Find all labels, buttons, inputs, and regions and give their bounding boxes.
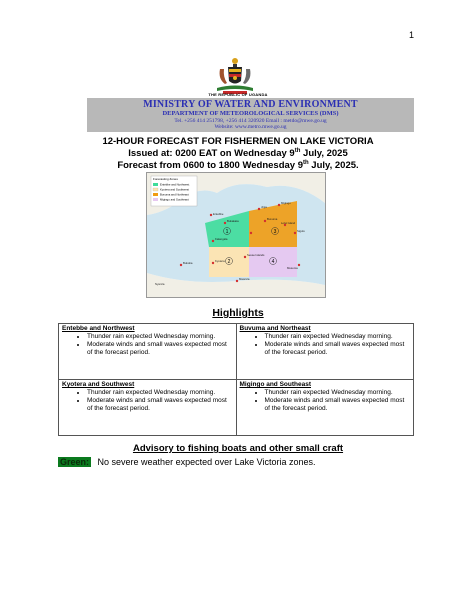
svg-text:Lolui Island: Lolui Island bbox=[281, 221, 296, 225]
zone-cell-buvuma-northeast bbox=[236, 324, 414, 380]
zone-highlights-table bbox=[58, 323, 414, 436]
zone-bullet: • Moderate winds and small waves expected most of the forecast period. bbox=[87, 397, 234, 413]
advisory-status bbox=[58, 457, 316, 467]
lake-victoria-zones-map bbox=[146, 172, 326, 298]
svg-text:Kyotera: Kyotera bbox=[215, 259, 225, 263]
svg-text:4: 4 bbox=[271, 259, 275, 265]
svg-text:1: 1 bbox=[225, 229, 229, 235]
zone-bullet: • Thunder rain expected Wednesday morning. bbox=[87, 389, 234, 397]
zone-bullet: • Moderate winds and small waves expected most of the forecast period. bbox=[265, 397, 412, 413]
svg-text:Sigulu: Sigulu bbox=[297, 229, 305, 233]
republic-label: THE REPUBLIC OF UGANDA bbox=[208, 92, 268, 97]
advisory-message: No severe weather expected over Lake Victoria zones. bbox=[97, 457, 316, 467]
zone-bullet: • Moderate winds and small waves expected most of the forecast period. bbox=[87, 341, 234, 357]
svg-text:Mwanza: Mwanza bbox=[239, 277, 250, 281]
zone-title: Migingo and Southeast bbox=[239, 381, 311, 388]
svg-text:Kalangala: Kalangala bbox=[215, 237, 228, 241]
svg-text:2: 2 bbox=[227, 259, 231, 265]
advisory-level-badge: Green: bbox=[60, 457, 90, 467]
ministry-name: MINISTRY OF WATER AND ENVIRONMENT bbox=[143, 99, 358, 110]
zone-bullet: • Moderate winds and small waves expected most of the forecast period. bbox=[265, 341, 412, 357]
svg-text:Migingo and Southeast: Migingo and Southeast bbox=[160, 197, 189, 202]
svg-text:Entebbe: Entebbe bbox=[213, 212, 224, 216]
svg-text:Migingo: Migingo bbox=[281, 201, 291, 205]
zone-title: Entebbe and Northwest bbox=[62, 325, 135, 332]
svg-text:Buvuma and Northeast: Buvuma and Northeast bbox=[160, 192, 189, 197]
uganda-coat-of-arms-icon bbox=[215, 57, 255, 95]
advisory-heading: Advisory to fishing boats and other small craft bbox=[132, 443, 344, 454]
issued-line: Issued at: 0200 EAT on Wednesday 9th July, 2025 bbox=[128, 148, 348, 160]
zone-cell-migingo-southeast bbox=[236, 380, 414, 436]
zone-bullet: • Thunder rain expected Wednesday morning. bbox=[265, 389, 412, 397]
page-number: 1 bbox=[408, 30, 414, 40]
svg-text:Nyanza: Nyanza bbox=[155, 282, 165, 286]
ministry-banner bbox=[87, 98, 414, 132]
forecast-title: 12-HOUR FORECAST FOR FISHERMEN ON LAKE VICTORIA bbox=[102, 136, 374, 147]
svg-text:Bukakata: Bukakata bbox=[227, 219, 239, 223]
department-name: DEPARTMENT OF METEOROLOGICAL SERVICES (DMS) bbox=[162, 110, 339, 117]
highlights-heading: Highlights bbox=[212, 307, 264, 319]
zone-title: Kyotera and Southwest bbox=[62, 381, 135, 388]
svg-text:Musoma: Musoma bbox=[287, 266, 298, 270]
svg-text:Kyotera and Southwest: Kyotera and Southwest bbox=[160, 187, 189, 192]
svg-text:Entebbe and Northwest: Entebbe and Northwest bbox=[160, 182, 190, 187]
svg-text:Sesse Islands: Sesse Islands bbox=[247, 253, 265, 257]
zone-cell-kyotera-southwest bbox=[59, 380, 237, 436]
svg-text:Forecasting Zones: Forecasting Zones bbox=[153, 177, 178, 181]
contact-line: Tel. +256 414 251798, +256 414 320920 Email : metdo@mwe.go.ug bbox=[174, 117, 327, 124]
zone-title: Buvuma and Northeast bbox=[239, 325, 311, 332]
svg-text:3: 3 bbox=[273, 229, 277, 235]
website-line: Website: www.metro.mwe.go.ug bbox=[214, 124, 287, 130]
zone-bullet: • Thunder rain expected Wednesday morning. bbox=[87, 333, 234, 341]
forecast-period-line: Forecast from 0600 to 1800 Wednesday 9th July, 2025. bbox=[117, 160, 359, 172]
svg-text:Buvuma: Buvuma bbox=[267, 217, 278, 221]
zone-bullet: • Thunder rain expected Wednesday morning. bbox=[265, 333, 412, 341]
svg-text:Bukoba: Bukoba bbox=[183, 261, 193, 265]
svg-text:Jinja: Jinja bbox=[261, 205, 267, 209]
zone-cell-entebbe-northwest bbox=[59, 324, 237, 380]
